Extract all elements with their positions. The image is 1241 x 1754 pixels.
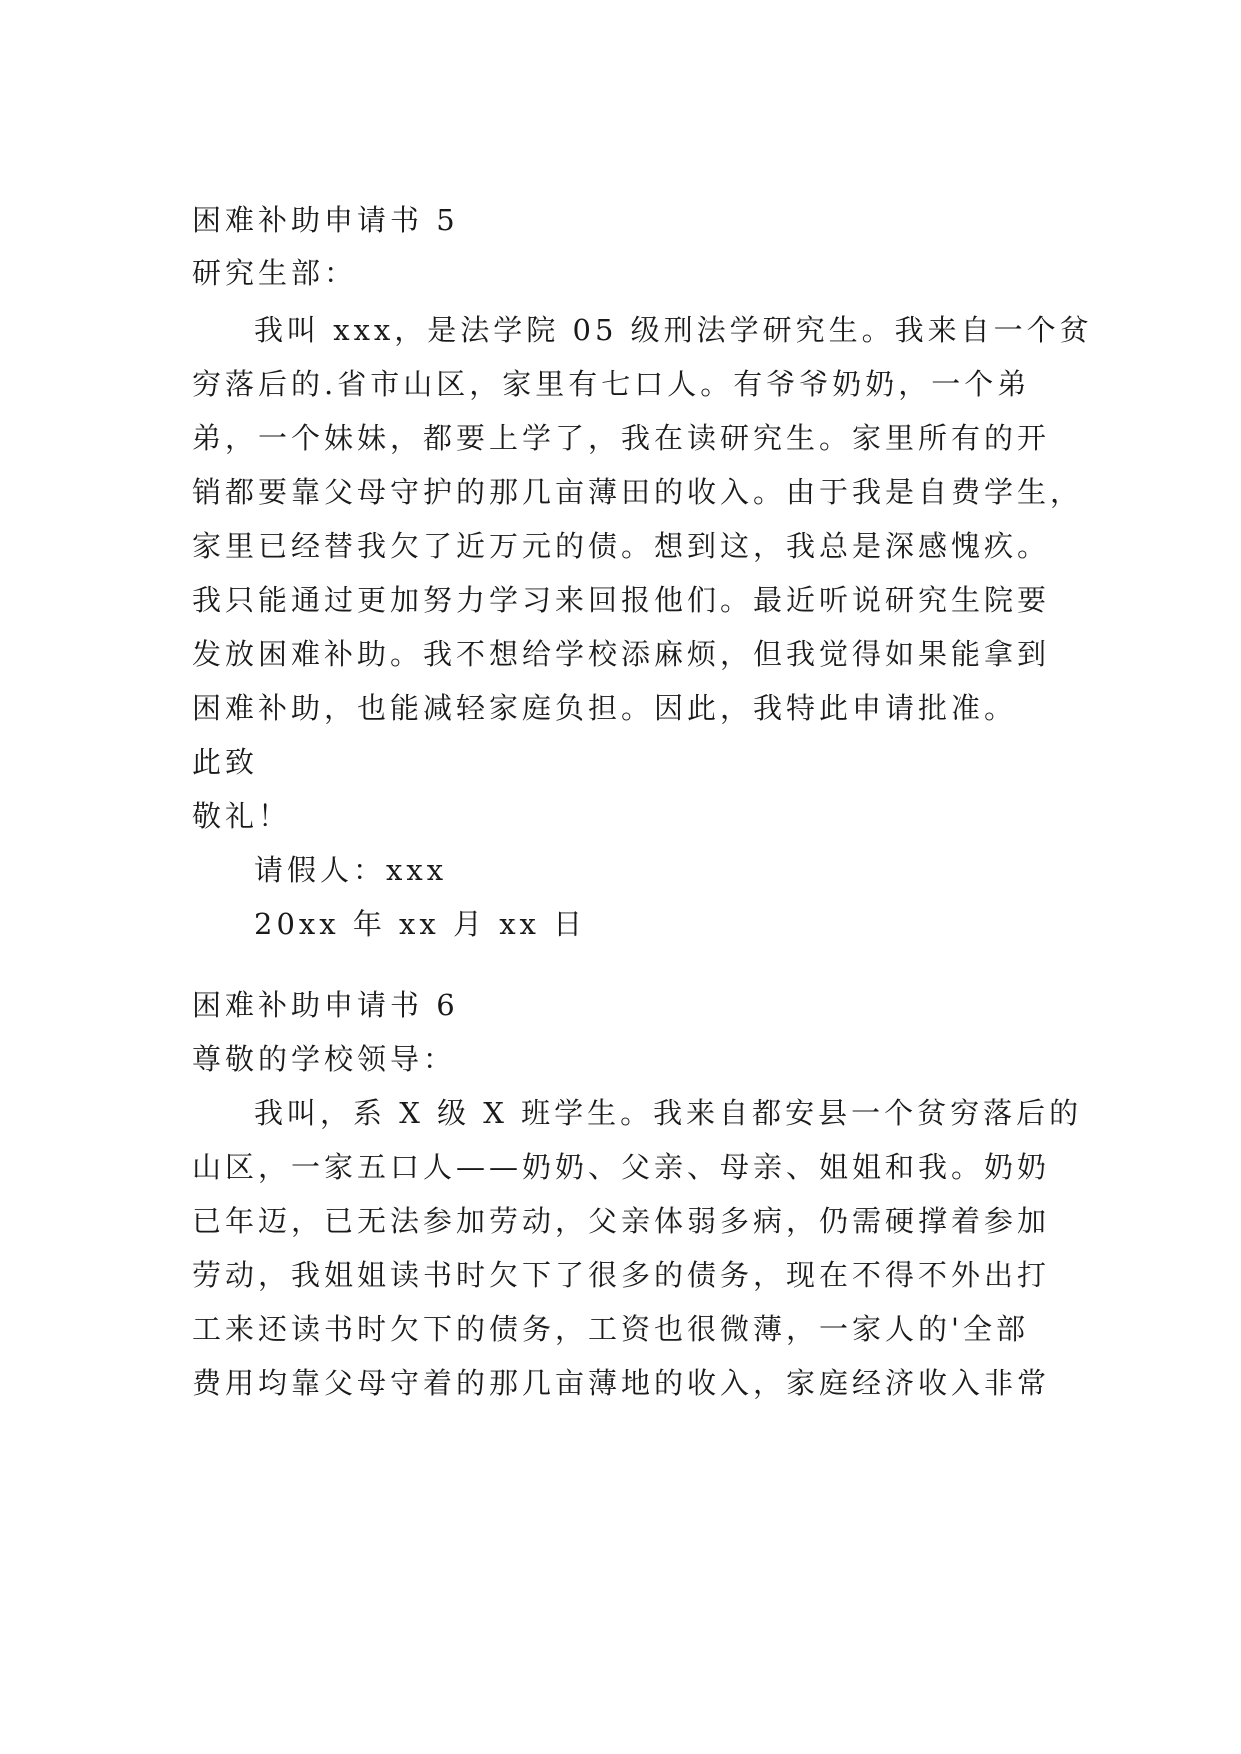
section-5-body-line: 困难补助，也能减轻家庭负担。因此，我特此申请批准。	[192, 691, 1018, 725]
section-6-body-line: 工来还读书时欠下的债务，工资也很微薄，一家人的'全部	[192, 1312, 1029, 1346]
section-6-body-line: 我叫，系 X 级 X 班学生。我来自都安县一个贫穷落后的	[254, 1096, 1083, 1130]
section-6-title: 困难补助申请书 6	[192, 988, 459, 1022]
section-5-body-line: 弟，一个妹妹，都要上学了，我在读研究生。家里所有的开	[192, 421, 1051, 455]
section-5-body-line: 发放困难补助。我不想给学校添麻烦，但我觉得如果能拿到	[192, 637, 1051, 671]
section-5-body-line: 我只能通过更加努力学习来回报他们。最近听说研究生院要	[192, 583, 1051, 617]
section-5-body-line: 我叫 xxx，是法学院 05 级刑法学研究生。我来自一个贫	[254, 313, 1093, 347]
section-5-body-line: 家里已经替我欠了近万元的债。想到这，我总是深感愧疚。	[192, 529, 1051, 563]
section-5-salutation: 研究生部：	[192, 256, 358, 290]
section-6-salutation: 尊敬的学校领导：	[192, 1042, 457, 1076]
section-5-title: 困难补助申请书 5	[192, 203, 459, 237]
date: 20xx 年 xx 月 xx 日	[254, 907, 587, 941]
section-5-body-line: 销都要靠父母守护的那几亩薄田的收入。由于我是自费学生，	[192, 475, 1084, 509]
signature: 请假人：xxx	[254, 853, 448, 887]
section-6-body-line: 山区，一家五口人——奶奶、父亲、母亲、姐姐和我。奶奶	[192, 1150, 1051, 1184]
section-6-body-line: 已年迈，已无法参加劳动，父亲体弱多病，仍需硬撑着参加	[192, 1204, 1051, 1238]
closing-ci-zhi: 此致	[192, 745, 259, 779]
section-5-body-line: 穷落后的.省市山区，家里有七口人。有爷爷奶奶，一个弟	[192, 367, 1031, 401]
section-6-body-line: 劳动，我姐姐读书时欠下了很多的债务，现在不得不外出打	[192, 1258, 1051, 1292]
closing-jing-li: 敬礼！	[192, 799, 292, 833]
section-6-body-line: 费用均靠父母守着的那几亩薄地的收入，家庭经济收入非常	[192, 1366, 1051, 1400]
